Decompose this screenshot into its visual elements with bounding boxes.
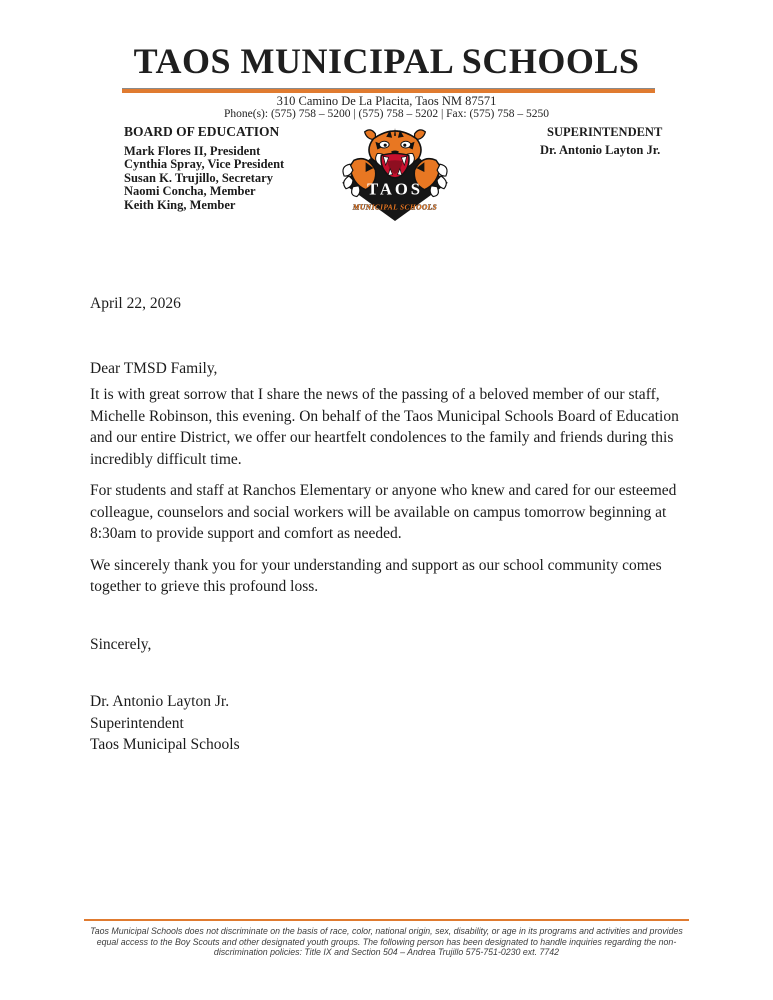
- logo-subtitle: MUNICIPAL SCHOOLS: [352, 202, 438, 212]
- board-member: Naomi Concha, Member: [124, 184, 256, 199]
- board-member: Susan K. Trujillo, Secretary: [124, 170, 273, 185]
- letter-date: April 22, 2026: [90, 295, 181, 312]
- letter-body: [90, 293, 694, 756]
- letter-paragraph: It is with great sorrow that I share the news of the passing of a beloved member of our staff, Michelle Robinson, this evening. On behalf of the Taos Municipal Schools Board of Education and our entire District, we offer our heartfelt condolences to the family and friends during this incredibly difficult time.: [90, 386, 679, 468]
- school-address: 310 Camino De La Placita, Taos NM 87571: [276, 94, 497, 108]
- footer-disclaimer-text: Taos Municipal Schools does not discriminate on the basis of race, color, national origin, sex, disability, or age in its programs and activities and provides equal access to the Boy Scouts and other designated youth groups. The following person has been designated to handle inquiries regarding the non-discrimination policies: Title IX and Section 504 – Andrea Trujillo 575-751-0230 ext. 7742: [90, 926, 683, 958]
- letter-paragraph: For students and staff at Ranchos Elementary or anyone who knew and cared for our esteemed colleague, counselors and social workers will be available on campus tomorrow beginning at 8:30am to provide support and comfort as needed.: [90, 482, 677, 542]
- signature-title: Superintendent: [90, 714, 184, 732]
- page-title: TAOS MUNICIPAL SCHOOLS: [133, 41, 640, 81]
- letter-closing: Sincerely,: [90, 635, 152, 653]
- signature-org: Taos Municipal Schools: [90, 736, 240, 753]
- board-member: Keith King, Member: [124, 197, 236, 212]
- signature-block: [90, 691, 694, 756]
- letter-salutation: Dear TMSD Family,: [90, 359, 218, 377]
- superintendent-name: Dr. Antonio Layton Jr.: [540, 143, 661, 157]
- district-tiger-logo: [336, 127, 454, 221]
- board-heading: BOARD OF EDUCATION: [124, 124, 280, 139]
- board-member: Mark Flores II, President: [124, 144, 261, 158]
- board-of-education-block: [124, 124, 284, 212]
- non-discrimination-footer: [84, 919, 689, 958]
- superintendent-block: [540, 125, 662, 158]
- board-member: Cynthia Spray, Vice President: [124, 157, 285, 172]
- school-phone-line: Phone(s): (575) 758 – 5200 | (575) 758 – 5202 | Fax: (575) 758 – 5250: [224, 108, 549, 120]
- header-divider: [122, 88, 655, 93]
- letter-paragraph: We sincerely thank you for your understanding and support as our school community comes together to grieve this profound loss.: [90, 556, 662, 595]
- logo-wordmark: TAOS: [367, 179, 423, 199]
- signature-name: Dr. Antonio Layton Jr.: [90, 693, 230, 710]
- superintendent-heading: SUPERINTENDENT: [547, 125, 663, 139]
